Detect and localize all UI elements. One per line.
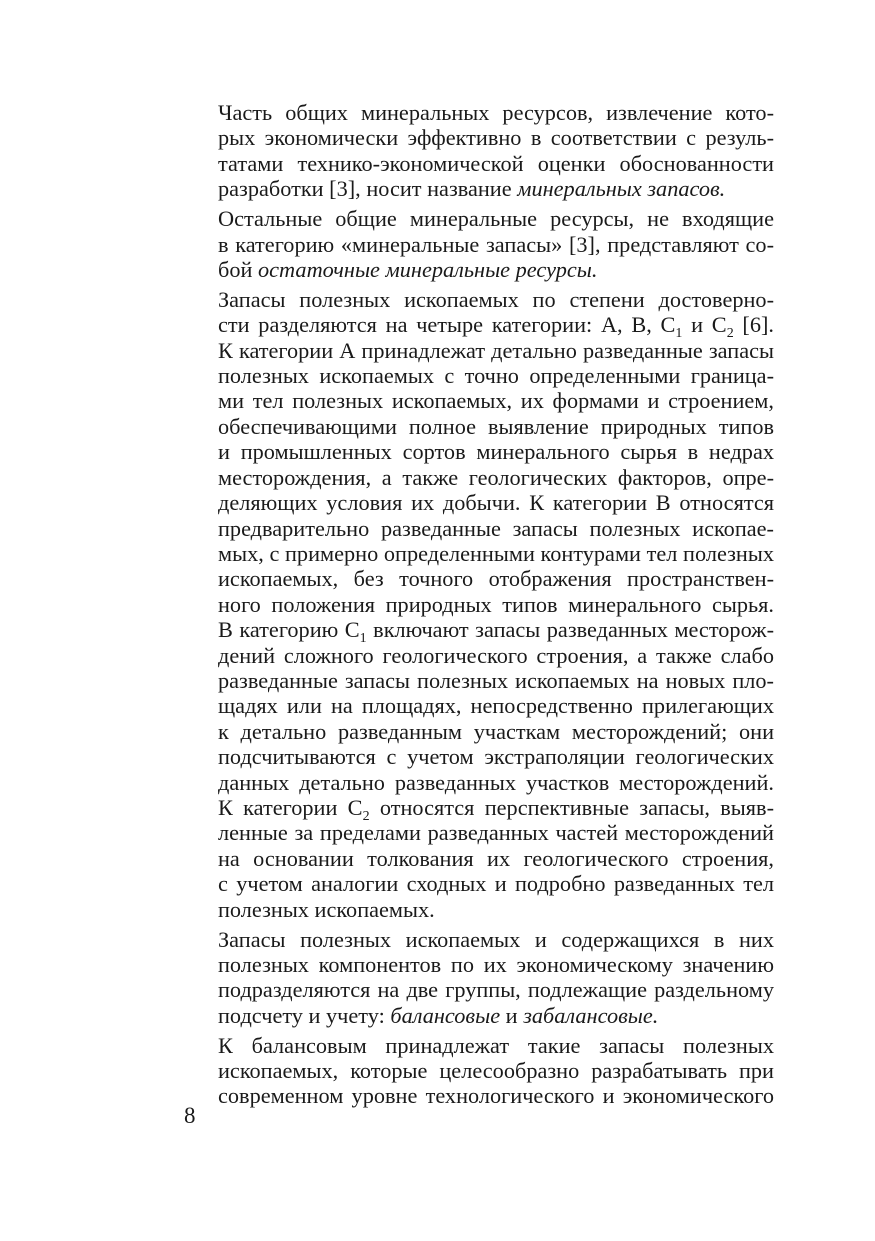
text-line: с учетом аналогии сходных и подробно разведанных тел [218, 871, 774, 897]
body-text [184, 100, 774, 1113]
text-line: предварительно разведанные запасы полезных ископае- [218, 515, 774, 541]
text-line: татами технико-экономической оценки обоснованности [218, 150, 774, 176]
subscript: 2 [362, 808, 370, 824]
text-line: в категорию «минеральные запасы» [3], представляют со- [218, 231, 774, 257]
text-line: Остальные общие минеральные ресурсы, не входящие [218, 206, 774, 232]
text-run: бой [218, 256, 258, 282]
text-line: мых, с примерно определенными контурами тел полезных [218, 540, 774, 566]
page-number: 8 [184, 1103, 196, 1128]
text-line: данных детально разведанных участков месторождений. [218, 769, 774, 795]
paragraph-economic-groups [184, 927, 774, 1029]
italic-term: минеральных запасов. [517, 176, 726, 202]
text-line: подразделяются на две группы, подлежащие раздельному [218, 977, 774, 1003]
text-run: и С [682, 312, 727, 338]
text-line [184, 257, 774, 282]
text-run: относятся перспективные запасы, выяв- [369, 794, 774, 820]
text-line: Запасы полезных ископаемых и содержащихся в них [218, 926, 774, 952]
text-line: к детально разведанным участкам месторождений; они [218, 718, 774, 744]
italic-term: балансовые [390, 1002, 501, 1028]
text-line: современном уровне технологического и экономического [218, 1083, 774, 1109]
text-run: К категории С [218, 794, 363, 820]
text-run: включают запасы разведанных месторож- [366, 617, 774, 643]
text-line: и промышленных сортов минерального сырья в недрах [218, 439, 774, 465]
text-run: сти разделяются на четыре категории: А, В, С [218, 312, 676, 338]
text-line: полезных компонентов по их экономическому значению [218, 951, 774, 977]
text-line: подсчитываются с учетом экстраполяции геологических [218, 744, 774, 770]
text-run: разработки [3], носит название [218, 176, 518, 202]
text-line: Запасы полезных ископаемых по степени достоверно- [218, 286, 774, 312]
text-run: подсчету и учету: [218, 1002, 391, 1028]
text-run: В категорию С [218, 617, 360, 643]
text-line: ископаемых, которые целесообразно разрабатывать при [218, 1058, 774, 1084]
text-line: щадях или на площадях, непосредственно прилегающих [218, 693, 774, 719]
text-line: ленные за пределами разведанных частей месторождений [218, 820, 774, 846]
subscript: 2 [726, 326, 734, 342]
text-run: и [500, 1002, 524, 1028]
text-line [184, 312, 774, 342]
text-line: обеспечивающими полное выявление природных типов [218, 413, 774, 439]
text-line: ного положения природных типов минерального сырья. [218, 591, 774, 617]
text-line: деляющих условия их добычи. К категории В относятся [218, 490, 774, 516]
text-line: ископаемых, без точного отображения пространствен- [218, 566, 774, 592]
paragraph-reserve-categories [184, 287, 774, 922]
text-line [184, 617, 774, 647]
text-line: К балансовым принадлежат такие запасы полезных [218, 1032, 774, 1058]
text-line: К категории А принадлежат детально разведанные запасы [218, 337, 774, 363]
text-line: ми тел полезных ископаемых, их формами и строением, [218, 388, 774, 414]
text-line [184, 794, 774, 824]
text-line: месторождения, а также геологических факторов, опре- [218, 464, 774, 490]
text-line [184, 176, 774, 201]
text-line: полезных ископаемых с точно определенными граница- [218, 363, 774, 389]
paragraph-residual-resources [184, 206, 774, 282]
text-run: [6]. [733, 312, 774, 338]
paragraph-mineral-reserves [184, 100, 774, 202]
text-line: разведанные запасы полезных ископаемых на новых пло- [218, 667, 774, 693]
paragraph-balance-reserves [184, 1033, 774, 1109]
text-line: полезных ископаемых. [218, 896, 435, 922]
subscript: 1 [675, 326, 683, 342]
subscript: 1 [359, 631, 367, 647]
italic-term: остаточные минеральные ресурсы. [258, 256, 598, 282]
text-line [184, 1003, 774, 1028]
text-line: Часть общих минеральных ресурсов, извлечение кото- [218, 100, 774, 125]
text-line: дений сложного геологического строения, а также слабо [218, 642, 774, 668]
text-line: рых экономически эффективно в соответствии с резуль- [218, 125, 774, 151]
text-line: на основании толкования их геологического строения, [218, 845, 774, 871]
italic-term: забалансовые. [523, 1002, 659, 1028]
